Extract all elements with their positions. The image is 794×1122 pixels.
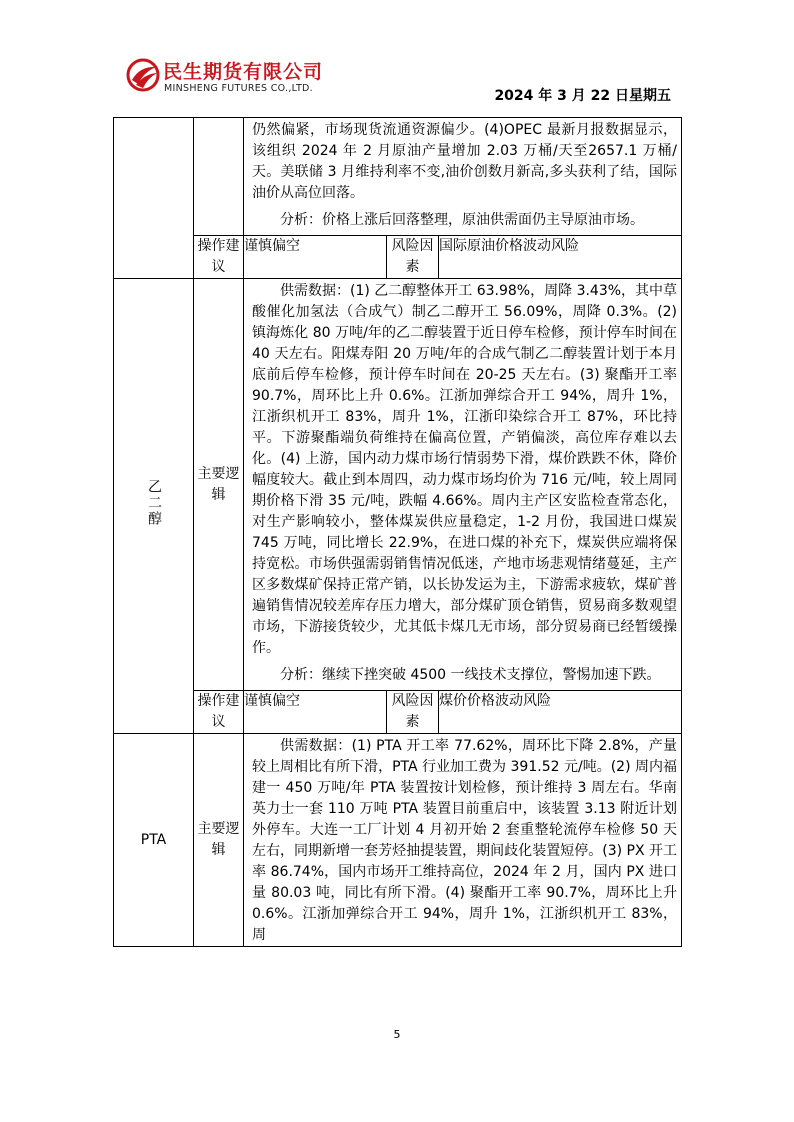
crude-category-cell — [114, 118, 194, 279]
eg-logic-text: 供需数据：(1) 乙二醇整体开工 63.98%，周降 3.43%，其中草酸催化加氢法（合成气）制乙二醇开工 56.09%，周降 0.3%。(2) 镇海炼化 80 万吨/年的乙二醇装置于近日停车检修，预计停车时间在 40 天左右。阳煤寿阳 20 万吨/年的合成气制乙二醇装置计划于本月底前后停车检修，预计停车时间在 20-25 天左右。(3) 聚酯开工率 90.7%，周环比上升 0.6%。江浙加弹综合开工 94%，周升 1%，江浙织机开工 83%，周升 1%，江浙印染综合开工 87%，环比持平。下游聚酯端负荷维持在偏高位置，产销偏淡，高位库存难以去化。(4) 上游，国内动力煤市场行情弱势下滑，煤价跌跌不休，降价幅度较大。截止到本周四，动力煤市场均价为 716 元/吨，较上周同期价格下滑 35 元/吨，跌幅 4.66%。周内主产区安监检查常态化，对生产影响较小，整体煤炭供应量稳定，1-2 月份，我国进口煤炭 745 万吨，同比增长 22.9%，在进口煤的补充下，煤炭供应端将保持宽松。市场供强需弱销售情况低迷，产地市场悲观情绪蔓延，主产区多数煤矿保持正常产销，以长协发运为主，下游需求疲软，煤矿普遍销售情况较差库存压力增大，部分煤矿顶仓销售，贸易商多数观望市场，下游接货较少，尤其低卡煤几无市场，部分贸易商已经暂缓操作。 — [252, 283, 678, 656]
crude-operation-row — [114, 236, 682, 279]
crude-risk-label: 风险因素 — [387, 236, 439, 279]
crude-logic-cell — [244, 118, 682, 236]
eg-analysis: 分析：继续下挫突破 4500 一线技术支撑位，警惕加速下跌。 — [280, 667, 661, 683]
crude-op-label: 操作建议 — [194, 236, 244, 279]
pta-logic-cell — [244, 734, 682, 947]
crude-logic-row — [114, 118, 682, 236]
eg-category: 乙二醇 — [146, 478, 162, 527]
eg-logic-row — [114, 279, 682, 691]
crude-logic-label-cell — [194, 118, 244, 236]
eg-logic-cell — [244, 279, 682, 691]
page-number: 5 — [393, 1028, 401, 1041]
pta-logic-text: 供需数据：(1) PTA 开工率 77.62%，周环比下降 2.8%，产量较上周相比有所下滑，PTA 行业加工费为 391.52 元/吨。(2) 周内福建一 450 万吨/年 PTA 装置按计划检修，预计维持 3 周左右。华南英力士一套 110 万吨 PTA 装置目前重启中，该装置 3.13 附近计划外停车。大连一工厂计划 4 月初开始 2 套重整轮流停车检修 50 天左右，同期新增一套芳烃抽提装置，期间歧化装置短停。(3) PX 开工率 86.74%，国内市场开工维持高位，2024 年 2 月，国内 PX 进口量 80.03 吨，同比有所下滑。(4) 聚酯开工率 90.7%，周环比上升 0.6%。江浙加弹综合开工 94%，周升 1%，江浙织机开工 83%，周 — [252, 738, 678, 943]
crude-risk-value: 国际原油价格波动风险 — [439, 236, 682, 279]
page-header — [126, 55, 671, 105]
eg-operation-row — [114, 691, 682, 734]
crude-logic-text: 仍然偏紧，市场现货流通资源偏少。(4)OPEC 最新月报数据显示，该组织 2024 年 2 月原油产量增加 2.03 万桶/天至2657.1 万桶/天。美联储 3 月维持利率不变,油价创数月新高,多头获利了结，国际油价从高位回落。 — [252, 122, 678, 201]
eg-logic-label: 主要逻辑 — [194, 279, 244, 691]
company-name-cn: 民生期货有限公司 — [163, 61, 324, 83]
crude-op-value: 谨慎偏空 — [244, 236, 387, 279]
eg-op-label: 操作建议 — [194, 691, 244, 734]
eg-category-cell — [114, 279, 194, 734]
pta-logic-row — [114, 734, 682, 947]
company-logo — [126, 55, 366, 99]
eg-risk-value: 煤价价格波动风险 — [439, 691, 682, 734]
minsheng-logo-icon — [126, 58, 160, 92]
pta-logic-label: 主要逻辑 — [194, 734, 244, 947]
eg-op-value: 谨慎偏空 — [244, 691, 387, 734]
eg-risk-label: 风险因素 — [387, 691, 439, 734]
crude-analysis: 分析：价格上涨后回落整理，原油供需面仍主导原油市场。 — [280, 212, 644, 228]
pta-category: PTA — [114, 734, 194, 947]
company-name-en: MINSHENG FUTURES CO.,LTD. — [164, 83, 313, 94]
analysis-table — [113, 117, 682, 947]
report-date: 2024 年 3 月 22 日星期五 — [494, 88, 671, 104]
